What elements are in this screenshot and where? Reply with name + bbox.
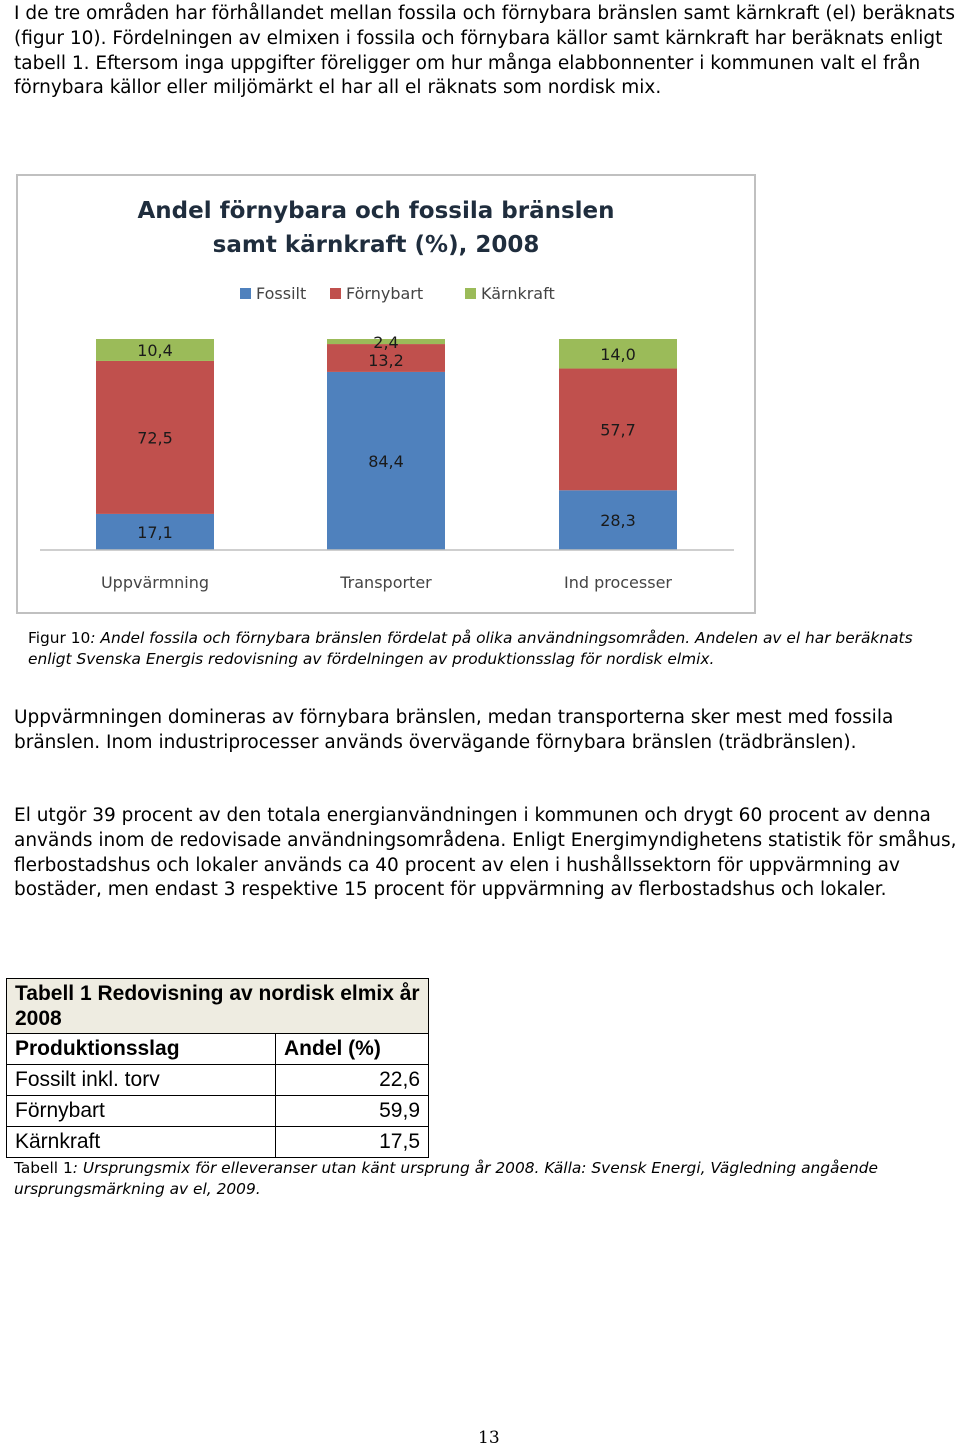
chart-figure — [16, 174, 756, 614]
data-label: 57,7 — [600, 420, 636, 440]
chart-title-line-1: Andel förnybara och fossila bränslen — [137, 198, 615, 224]
table-cell-label: Kärnkraft — [7, 1127, 276, 1158]
intro-paragraph: I de tre områden har förhållandet mellan fossila och förnybara bränslen samt kärnkraft (el) beräknats (figur 10). Fördelningen av elmixen i fossila och förnybara källor samt kärnkraft har beräknats enligt tabell 1. Eftersom inga uppgifter föreligger om hur många elabbonnenter i kommunen valt el från förnybara källor eller miljömärkt el har all el räknats som nordisk mix. — [14, 3, 955, 99]
stacked-bar-chart — [18, 176, 754, 612]
paragraph-3: El utgör 39 procent av den totala energianvändningen i kommunen och drygt 60 procent av denna används inom de redovisade användningsområdena. Enligt Energimyndighetens statistik för småhus, flerbostadshus och lokaler används ca 40 procent av elen i hushållssektorn för uppvärmning av bostäder, men endast 3 respektive 15 procent för uppvärmning av flerbostadshus och lokaler. — [14, 805, 957, 901]
data-label: 14,0 — [600, 344, 636, 364]
table-cell-label: Fossilt inkl. torv — [7, 1065, 276, 1096]
figure-caption-label: Figur 10 — [28, 629, 91, 647]
data-label: 17,1 — [137, 522, 173, 542]
table-cell-value: 17,5 — [276, 1127, 429, 1158]
legend-swatch-2 — [465, 288, 476, 299]
data-label: 10,4 — [137, 340, 173, 360]
table-caption-label: Tabell 1 — [14, 1159, 73, 1177]
chart-categories — [101, 573, 672, 592]
chart-title-line-2: samt kärnkraft (%), 2008 — [212, 232, 540, 258]
table-cell-value: 22,6 — [276, 1065, 429, 1096]
table-title: Tabell 1 Redovisning av nordisk elmix år 2008 — [7, 979, 429, 1034]
legend-swatch-0 — [240, 288, 251, 299]
figure-caption-text: : Andel fossila och förnybara bränslen fördelat på olika användningsområden. Andelen av el har beräknats enligt Svenska Energis redovisning av fördelningen av produktionsslag för nordisk elmix. — [28, 629, 913, 668]
table-header-production: Produktionsslag — [7, 1034, 276, 1065]
table-caption-text: : Ursprungsmix för elleveranser utan känt ursprung år 2008. Källa: Svensk Energi, Vägledning angående ursprungsmärkning av el, 2009. — [14, 1159, 878, 1198]
legend-label-1: Förnybart — [346, 284, 424, 303]
legend-label-2: Kärnkraft — [481, 284, 555, 303]
data-label: 84,4 — [368, 451, 404, 471]
table-row — [7, 1127, 429, 1158]
legend-swatch-1 — [330, 288, 341, 299]
table-header-row — [7, 1034, 429, 1065]
data-label: 28,3 — [600, 511, 636, 531]
table-cell-label: Förnybart — [7, 1096, 276, 1127]
data-label: 72,5 — [137, 428, 173, 448]
table-row — [7, 1096, 429, 1127]
table-header-share: Andel (%) — [276, 1034, 429, 1065]
chart-legend — [240, 284, 555, 303]
table-row — [7, 1065, 429, 1096]
data-label: 2,4 — [373, 333, 399, 352]
category-label: Ind processer — [563, 573, 673, 592]
data-label: 13,2 — [368, 350, 404, 370]
legend-label-0: Fossilt — [256, 284, 307, 303]
figure-caption — [28, 628, 948, 669]
chart-bars — [96, 333, 677, 550]
page-number: 13 — [478, 1428, 500, 1448]
category-label: Transporter — [340, 573, 432, 592]
table-caption — [14, 1158, 954, 1199]
paragraph-2: Uppvärmningen domineras av förnybara bränslen, medan transporterna sker mest med fossila bränslen. Inom industriprocesser används övervägande förnybara bränslen (trädbränslen). — [14, 707, 894, 753]
category-label: Uppvärmning — [100, 573, 210, 592]
table-cell-value: 59,9 — [276, 1096, 429, 1127]
elmix-table — [6, 978, 429, 1158]
table-title-row — [7, 979, 429, 1034]
